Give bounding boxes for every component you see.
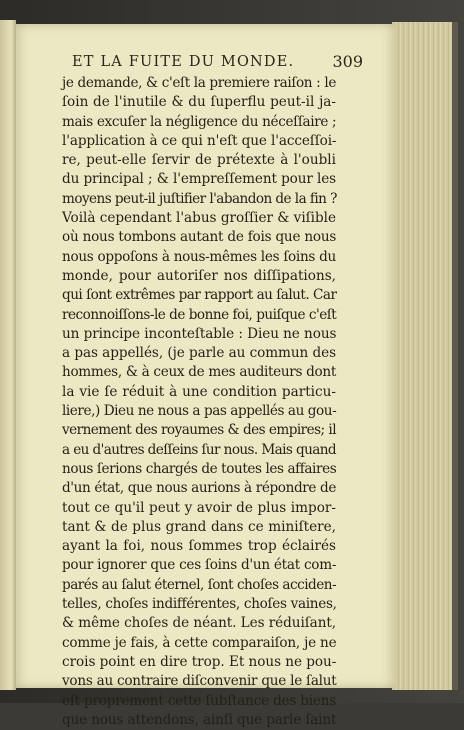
text-line: a pas appellés, (je parle au commun des: [62, 345, 336, 362]
text-line: tant & de plus grand dans ce miniſtere,: [62, 518, 336, 535]
text-line: re, peut-elle ſervir de prétexte à l'oubli: [62, 152, 336, 169]
page-number: 309: [332, 52, 363, 71]
text-line: moyens peut-il juſtifier l'abandon de la fin ?: [62, 190, 337, 207]
text-line: la vie ſe réduit à une condition particu-: [62, 383, 336, 400]
text-line: & même choſes de néant. Les réduiſant,: [62, 615, 336, 632]
text-line: où nous tombons autant de fois que nous: [62, 229, 337, 246]
text-line: qui ſont extrêmes par rapport au ſalut. Car: [62, 287, 337, 304]
text-line: tout ce qu'il peut y avoir de plus impor-: [62, 499, 336, 516]
text-line: a eu d'autres deſſeins ſur nous. Mais quand: [62, 441, 336, 458]
text-line: ſoin de l'inutile & du ſuperflu peut-il ja-: [62, 94, 336, 111]
running-title: ET LA FUITE DU MONDE.: [72, 54, 295, 70]
text-line: du principal ; & l'empreſſement pour les: [62, 171, 336, 188]
left-page-edge: [0, 20, 16, 690]
text-line: nous ſerions chargés de toutes les affaires: [62, 460, 337, 477]
book-page: [16, 24, 396, 728]
text-line: telles, choſes indifférentes, choſes vaines,: [62, 596, 337, 613]
text-line: l'application à ce qui n'eſt que l'acceſſoi-: [62, 132, 337, 149]
text-line: vernement des royaumes & des empires; il: [62, 422, 336, 439]
text-line: comme je fais, à cette comparaiſon, je ne: [62, 634, 337, 651]
text-line: liere,) Dieu ne nous a pas appellés au gou-: [62, 403, 337, 420]
text-line: nous oppoſons à nous-mêmes les ſoins du: [62, 248, 336, 265]
running-header: [56, 52, 363, 76]
text-line: que nous attendons, ainſi que parle ſaint: [62, 711, 337, 728]
text-line: Voilà cependant l'abus groſſier & viſible: [62, 210, 336, 227]
text-line: je demande, & c'eſt la premiere raiſon : le: [62, 75, 336, 91]
text-line: un principe inconteſtable : Dieu ne nous: [62, 325, 337, 342]
text-line: vons au contraire diſconvenir que le ſalut: [62, 673, 337, 690]
text-line: reconnoiſſons-le de bonne foi, puiſque c'eſt: [62, 306, 337, 323]
text-line: ayant la foi, nous ſommes trop éclairés: [62, 538, 336, 555]
page-block-edge: [392, 22, 458, 690]
body-text: [62, 74, 336, 730]
text-line: pour ignorer que ces ſoins d'un état com-: [62, 557, 337, 574]
text-line: parés au ſalut éternel, ſont choſes acciden-: [62, 576, 337, 593]
text-line: monde, pour autoriſer nos diſſipations,: [62, 267, 336, 284]
text-line: hommes, & à ceux de mes auditeurs dont: [62, 364, 336, 381]
text-line: d'un état, que nous aurions à répondre de: [62, 480, 336, 497]
text-line: mais excuſer la négligence du néceſſaire ;: [62, 113, 337, 130]
text-line: crois point en dire trop. Et nous ne pou-: [62, 653, 337, 670]
text-line: eſt proprement cette ſubſtance des biens: [62, 692, 336, 709]
